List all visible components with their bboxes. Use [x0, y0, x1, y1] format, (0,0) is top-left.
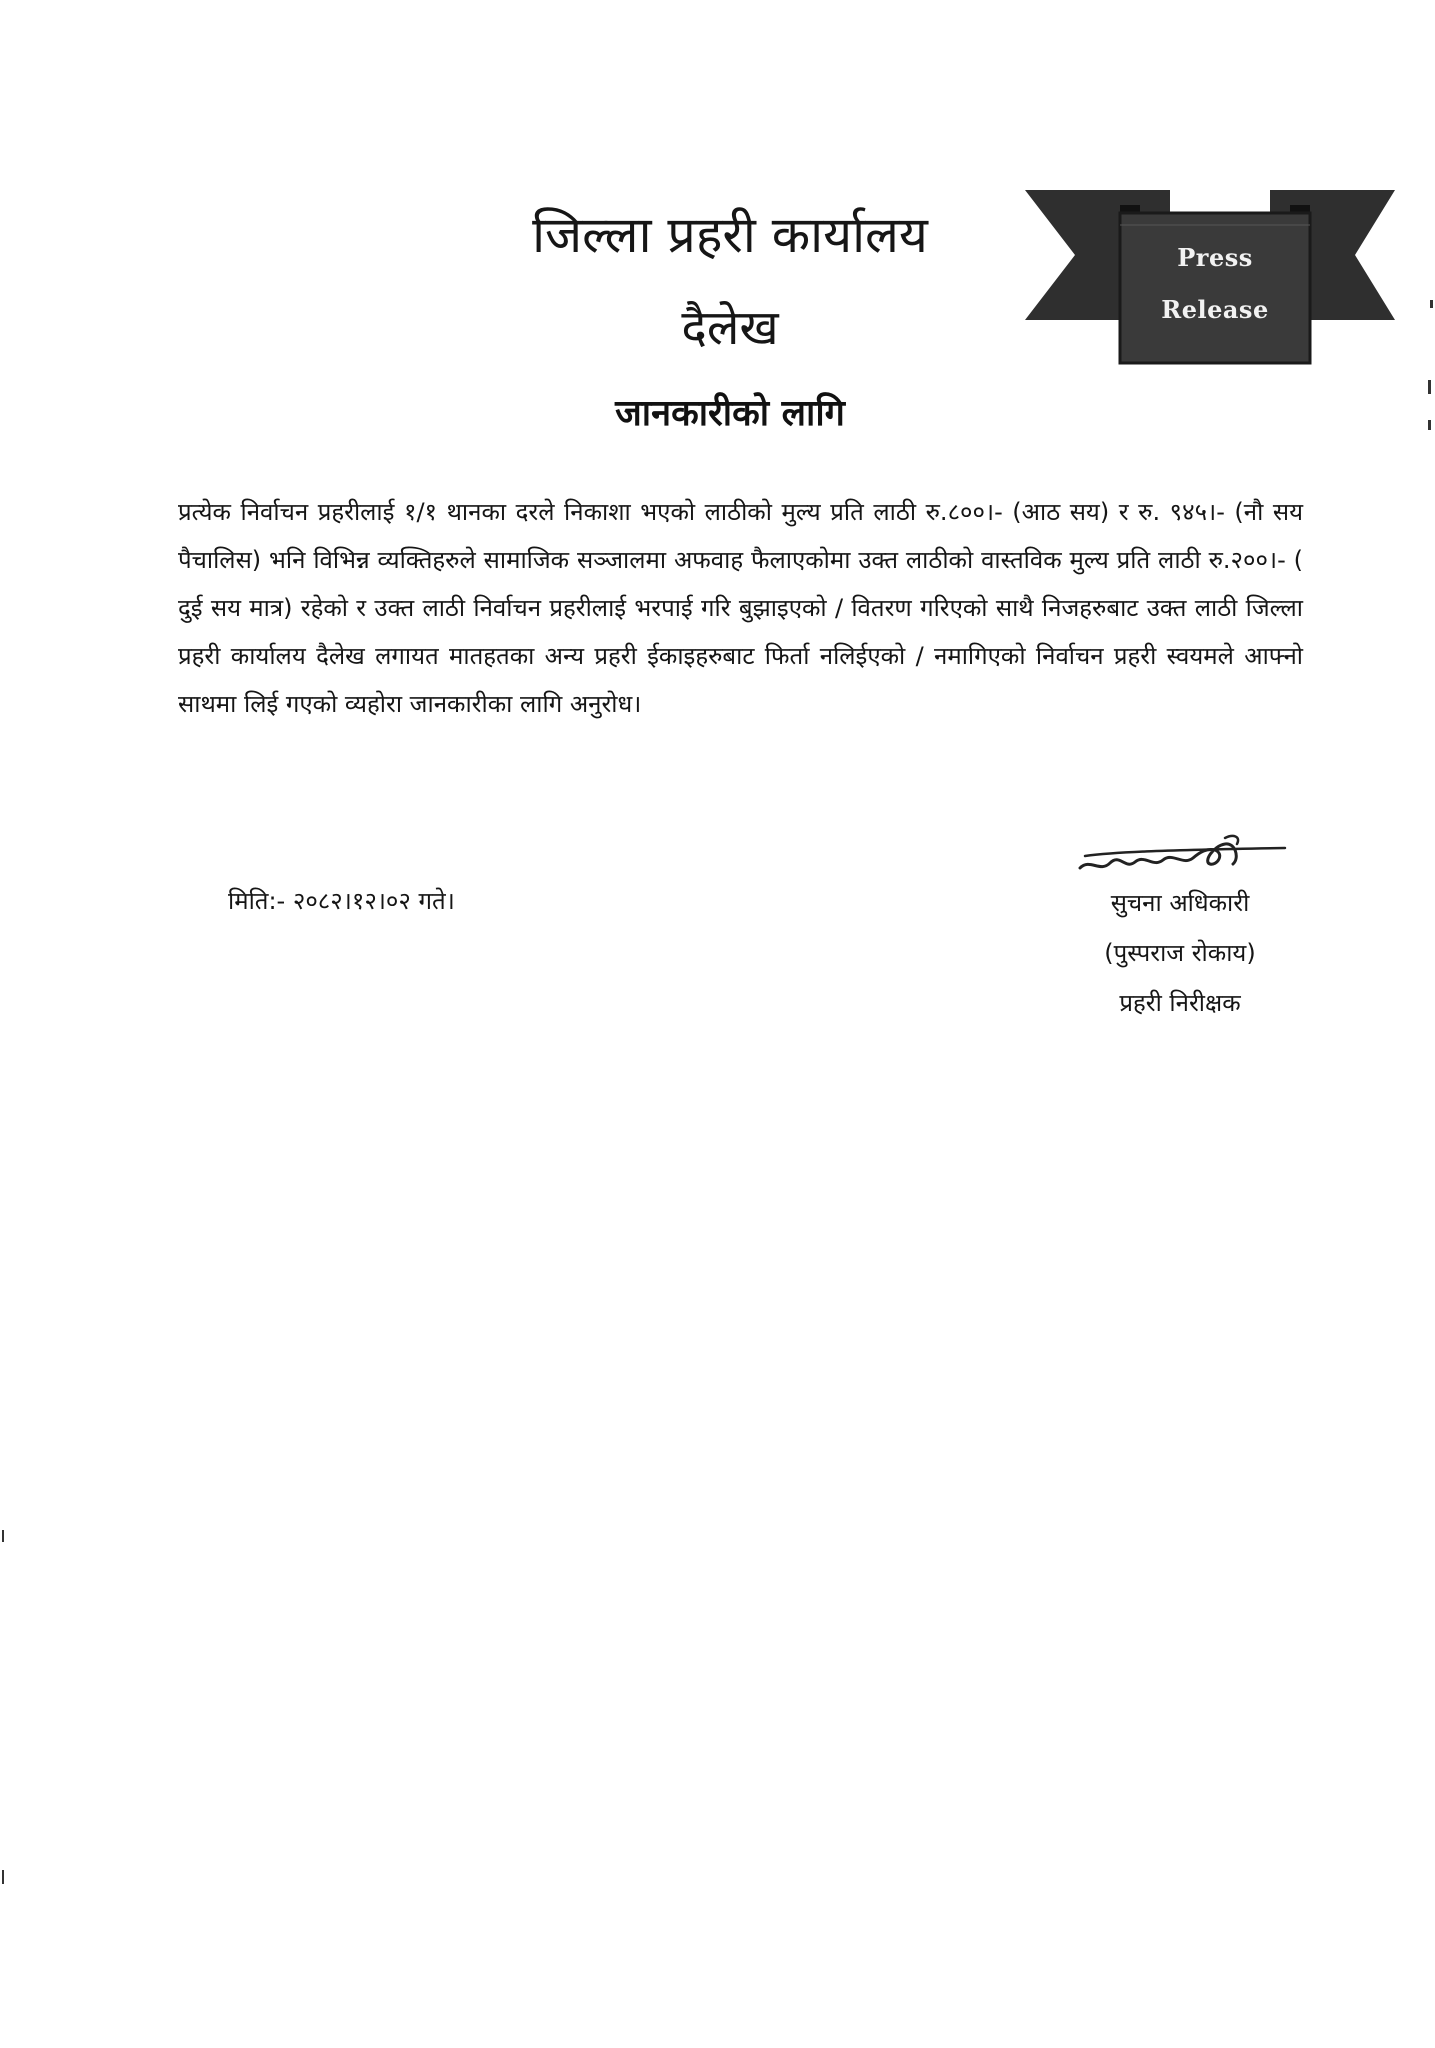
scan-mark	[1430, 300, 1433, 308]
ribbon-icon	[1020, 185, 1400, 375]
scan-mark	[1428, 380, 1431, 394]
signatory-role: सुचना अधिकारी	[1110, 889, 1250, 917]
signatory-rank: प्रहरी निरीक्षक	[1119, 989, 1241, 1017]
badge-label-release: Release	[1161, 295, 1269, 324]
notice-heading: जानकारीको लागि	[615, 393, 845, 434]
press-release-badge	[1020, 185, 1400, 375]
scan-mark	[2, 1530, 4, 1542]
scan-mark	[2, 1870, 4, 1884]
notice-body: प्रत्येक निर्वाचन प्रहरीलाई १/१ थानका दरले निकाशा भएको लाठीको मुल्य प्रति लाठी रु.८००।- (आठ सय) र रु. ९४५।- (नौ सय पैचालिस) भनि विभिन्न व्यक्तिहरुले सामाजिक सञ्जालमा अफवाह फैलाएकोमा उक्त लाठीको वास्तविक मुल्य प्रति लाठी रु.२००।- ( दुई सय मात्र) रहेको र उक्त लाठी निर्वाचन प्रहरीलाई भरपाई गरि बुझाइएको / वितरण गरिएको साथै निजहरुबाट उक्त लाठी जिल्ला प्रहरी कार्यालय दैलेख लगायत मातहतका अन्य प्रहरी ईकाइहरुबाट फिर्ता नलिईएको / नमागिएको निर्वाचन प्रहरी स्वयमले आफ्नो साथमा लिई गएको व्यहोरा जानकारीका लागि अनुरोध।	[178, 498, 1303, 718]
district-name: दैलेख	[681, 300, 779, 356]
signatory-block	[1060, 878, 1300, 1028]
office-title: जिल्ला प्रहरी कार्यालय	[532, 206, 928, 264]
scan-mark	[1428, 420, 1431, 430]
badge-label-press: Press	[1177, 243, 1253, 272]
notice-date: मिति:- २०८२।१२।०२ गते।	[228, 887, 455, 915]
signatory-name: (पुस्पराज रोकाय)	[1104, 939, 1256, 967]
